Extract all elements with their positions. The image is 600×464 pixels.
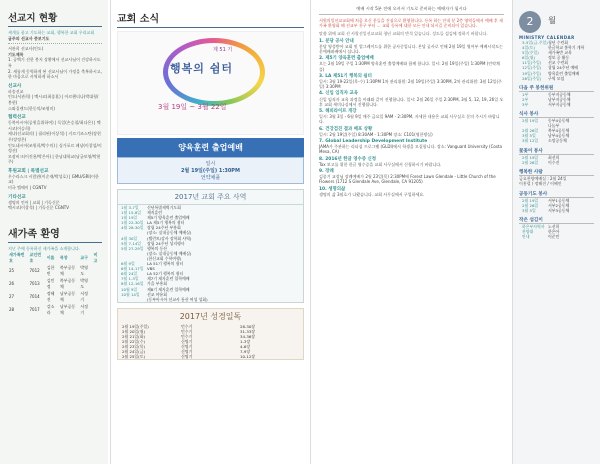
mission-item: 2. 새롭게 동역하게 된 선교사님이 가정을 축복하시고, 한 마음으로 사역하게 하소서 xyxy=(8,68,102,80)
bible-cell: 34-36장 xyxy=(240,333,256,339)
plan-row-text: LA 제5기 행복의 쉼터 xyxy=(147,220,185,226)
welcome-subtitle: 지난 주에 등록하신 새가족을 소개합니다. xyxy=(8,245,81,251)
month-heading xyxy=(519,10,594,33)
plan-row-date: 1월 19일 xyxy=(121,215,138,221)
announcement-item xyxy=(319,169,504,185)
bible-cell: 민수기 xyxy=(181,323,193,329)
plan-row-date: 6월 24일 xyxy=(121,271,138,277)
offering-row-text: 남부지공동체 xyxy=(548,96,571,102)
prayer-row-date: 3월 5일 xyxy=(522,208,536,214)
announcement-title: 1. 분당 공사 안내 xyxy=(319,38,354,44)
table-row xyxy=(8,277,102,290)
announcement-title: 3. LA 제51기 행복의 쉼터 xyxy=(319,73,372,79)
calendar-row-date: 12일(주일) xyxy=(522,65,542,71)
mission-title: 선교지 현황 xyxy=(8,10,102,27)
table-cell: 김한빈 xyxy=(46,264,55,276)
calendar-row-text: 창립 24주년 예배 xyxy=(548,65,578,71)
table-cell: 박영도 xyxy=(80,277,89,289)
plan-row-text: (탤런트/강사 장학회 사역) xyxy=(147,235,192,241)
table-cell: 7014 xyxy=(29,294,40,300)
plan-row-date: 6월 14-17일 xyxy=(121,266,144,272)
bible-cell: 1-3장 xyxy=(240,338,251,344)
announcement-title: 2. 제5기 양육훈련 출업예배 xyxy=(319,56,374,62)
month-number: 2 xyxy=(519,11,541,33)
table-cell xyxy=(92,290,102,303)
bible-cell: 2월 25일(토) xyxy=(122,353,145,359)
plan-row-text: (동부아시아 선교사 통산 여성 성회) xyxy=(147,296,208,302)
announcement-body: Tax 보고를 위한 한글 영수증을 교회 사무실에서 신청하시기 바랍니다. xyxy=(319,161,442,167)
staff-row-text: 노선희 xyxy=(548,224,560,230)
announcements-column xyxy=(310,0,510,464)
bible-row xyxy=(118,354,303,359)
mission-item: 1. 공백기 선한 봉지 상황에서 선교사님이 건강하시도록 xyxy=(8,57,101,68)
column-header: 새가족번호 xyxy=(9,251,25,263)
table-cell: 김민정 xyxy=(46,277,55,289)
meal-row-text: 북부4공동체 xyxy=(548,128,570,134)
prayer-row xyxy=(519,208,594,213)
table-cell: 북부공동체 xyxy=(59,277,76,289)
table-cell: 7012 xyxy=(29,268,40,274)
meal-row-text: 남부4공동체 xyxy=(548,133,570,139)
announcement-body: 생명의 삶 3월호가 나왔습니다. 교회 사무실에서 구입하세요. xyxy=(319,191,425,197)
plan-row-text: 제7기 제자훈련 입학예배 xyxy=(147,276,190,282)
offering-row-text: 동부지공동체 xyxy=(548,91,571,97)
yearly-plan-box xyxy=(117,189,304,303)
bible-cell: 7-9장 xyxy=(240,348,251,354)
announcement-item xyxy=(319,56,504,72)
offering-title: 다음 주 봉헌위원 xyxy=(519,85,594,92)
plan-row-date: 4월 30일 xyxy=(121,235,138,241)
worship-note: 예배 시작 5분 전에 오셔서 기도로 준비하는 예배자가 됩시다 xyxy=(319,6,504,15)
plan-row-text: (한신교회 수학여행) xyxy=(147,255,182,261)
bible-cell: 민수기 xyxy=(181,328,193,334)
announcement-body: 신입 임직자 교육 과정을 아래와 같이 진행합니다. 일시: 2월 26일 주일 2:30PM, 3월 5, 12, 19, 26일 오후 교회 세미나실에서 진행됩니다. xyxy=(319,96,504,107)
announcement-body: 오는 2월 19일 주일 1:30PM 양육훈련 출업예배와 함께 합니다. 일시: 2월 19일(주일) 1:30PM (언약채플) xyxy=(319,61,500,72)
table-cell: 7013 xyxy=(29,281,40,287)
announcement-item xyxy=(319,157,504,167)
calendar-row-date: 5일(주일) xyxy=(522,50,539,56)
flower-row-text: 이수진 xyxy=(548,159,560,165)
calendar-row-text: 한글학교 봄학기 개학 xyxy=(548,45,585,51)
divider xyxy=(8,43,102,44)
bible-cell: 10-12장 xyxy=(240,353,256,359)
meal-row-date: 2월 26일 xyxy=(522,128,539,134)
new-family-table xyxy=(8,251,102,316)
calendar-row-date: 19일(주일) xyxy=(522,70,542,76)
graduation-banner: 양육훈련 출업예배 xyxy=(117,138,304,157)
graduation-place: 언약채플 xyxy=(200,175,221,181)
announcement-title: 5. 해피라이프 개강 xyxy=(319,109,357,115)
announcement-body: 일시: 3월 3일 - 6월 9일 매주 금요일 9AM - 2:30PM, 자세한 내용은 교회 사무실로 문의 주시기 바랍니다. xyxy=(319,114,500,125)
yearly-plan-list xyxy=(118,205,303,302)
plan-row-text: 가을 부흥회 xyxy=(147,281,168,287)
announcement-title: 9. 장례 xyxy=(319,169,334,175)
section-line: 스와질랜드(한동익/조영미) xyxy=(8,105,55,111)
plan-row-text: LA 51기 행복의 쉼터 xyxy=(147,261,184,267)
section-line: 파송선교 xyxy=(8,88,24,94)
section-line: 모잠비크(이진용/박은아) | 한남대학교(남궁보영/박현주) xyxy=(8,153,101,165)
table-cell: 25 xyxy=(9,268,15,274)
plan-row-text: 신년특별새벽기도회 xyxy=(147,205,181,210)
calendar-row-date: 26일(주일) xyxy=(522,75,542,81)
bible-cell: 2월 22일(수) xyxy=(122,338,145,344)
offering-row xyxy=(519,102,594,107)
plan-row-date xyxy=(121,297,147,302)
flower-row-date: 2월 19일 xyxy=(522,154,539,160)
table-header-row xyxy=(8,251,102,264)
staff-title: 작은 섬김이 xyxy=(519,217,594,224)
plan-row-date: 4월 28-30일 xyxy=(121,225,144,231)
staff-row-date: 찬양대 xyxy=(522,229,534,235)
plan-row-date: 10월 14일 xyxy=(121,291,140,297)
announcement-item xyxy=(319,187,504,197)
plan-row-text: 선교 야유회 xyxy=(147,291,168,297)
table-cell: 27 xyxy=(9,294,15,300)
bible-cell: 2월 19일(주일) xyxy=(122,323,149,329)
meal-row xyxy=(519,138,594,143)
plan-row-date: 5월 27-29일 xyxy=(121,245,144,251)
offering-row-date: 3부 xyxy=(522,101,529,107)
poster-date: 3월 19일 ~ 3월 22일 xyxy=(158,103,227,111)
plan-row-date: 1월 22-30일 xyxy=(121,220,144,226)
bible-cell: 2월 21일(화) xyxy=(122,333,145,339)
bible-cell: 2월 20일(월) xyxy=(122,328,145,334)
table-cell: 정혜진 xyxy=(46,290,55,302)
bible-cell: 신명기 xyxy=(181,348,193,354)
bible-reading-list xyxy=(118,324,303,359)
mission-item: 기도제목 xyxy=(8,51,24,57)
table-cell: 남부공동체 xyxy=(59,303,76,315)
calendar-row-date: 3-5일(금-주일) xyxy=(522,40,548,45)
plan-row-date: 10월 9일 xyxy=(121,286,138,292)
mission-item: 서관희 선교사(인도) xyxy=(8,46,44,52)
calendar-row-date: 6일(월) xyxy=(522,55,536,61)
table-cell: 28 xyxy=(9,307,15,313)
section-label: 기타선교 xyxy=(8,194,26,200)
table-cell: 북부공동체 xyxy=(59,264,76,276)
prayer-row-date: 2월 26일 xyxy=(522,202,539,208)
plan-row-text: 장립 24주년 성지행사 xyxy=(147,240,185,246)
offering-row-date: 1부 xyxy=(522,91,529,97)
bible-cell: 28-30장 xyxy=(240,323,256,329)
flower-row-text: 최선희 xyxy=(548,154,560,160)
bible-cell: 신명기 xyxy=(181,353,193,359)
offering-row-date: 2부 xyxy=(522,96,529,102)
bible-cell: 2월 24일(금) xyxy=(122,348,145,354)
meal-row-date: 2월 19일 xyxy=(522,118,539,124)
table-row xyxy=(8,264,102,277)
staff-row-date: 안내 xyxy=(522,234,530,240)
section-line: 동북아시아(공원을위하여) | 독일(손승철/최다은) | 멕시코(이승희) xyxy=(8,120,101,131)
table-row xyxy=(8,303,102,316)
meal-row-text: 나눔부 xyxy=(548,123,560,129)
table-cell xyxy=(92,264,102,277)
calendar-list xyxy=(519,40,594,81)
column-header: 목장 xyxy=(59,254,68,260)
announcement-title: 10. 생명의삶 xyxy=(319,186,346,192)
staff-row-text: 한은아 xyxy=(548,229,560,235)
bible-reading-box xyxy=(117,308,304,360)
table-cell: 남부공동체 xyxy=(59,290,76,302)
table-row xyxy=(8,290,102,303)
bible-reading-title: 2017년 성경일독 xyxy=(179,311,242,321)
announcement-body: JAMA가 주관하는 리더십 프로그램 (GLDI)에서 학생을 모집합니다. 장소: Vanguard University (Costa Mesa, CA) xyxy=(319,144,502,155)
calendar-column xyxy=(512,0,600,464)
bible-cell: 4-6장 xyxy=(240,343,251,349)
announcement-list xyxy=(319,39,504,197)
announcement-item xyxy=(319,139,504,155)
flower-title: 꽃꽂이 봉사 xyxy=(519,148,594,155)
mission-column xyxy=(0,0,108,464)
staff-row-date: 하은부사역자 xyxy=(522,224,545,230)
flower-list xyxy=(519,155,594,165)
staff-list xyxy=(519,224,594,239)
calendar-row-text: 선교 수련회 xyxy=(548,60,569,66)
prayer-row-date: 2월 19일 xyxy=(522,197,539,203)
meal-list xyxy=(519,118,594,143)
event-poster xyxy=(117,31,304,135)
offering-row-text: 서부지공동체 xyxy=(548,101,571,107)
calendar-row xyxy=(519,76,594,81)
flower-row xyxy=(519,160,594,165)
plan-row-date: 5월 7-14일 xyxy=(121,240,142,246)
section-label: 선교사 xyxy=(8,83,22,89)
mission-subtitle: 세계를 품고 기도하는 교회, 행복한 교회 우리교회 xyxy=(8,30,95,35)
calendar-row-text: 정보 공 활동 xyxy=(548,55,570,61)
section-line: 케냐(선교회의) | 필리핀(이상석) | 키르기즈스탄(장현우/장정은) xyxy=(8,131,101,142)
calendar-row-text: 청년 수련회 xyxy=(548,40,569,45)
calendar-row-text: 새가족반 교육 xyxy=(548,50,572,56)
column-header: 비고 xyxy=(93,251,98,263)
announcement-title: 6. 건강검진 결과 배포 상황 xyxy=(319,126,373,132)
meal-title: 식사 봉사 xyxy=(519,111,594,118)
plan-row-text: 행복의 동산 xyxy=(147,245,168,251)
calendar-row-text: 양육훈련 출업예배 xyxy=(548,70,580,76)
bible-cell: 2월 23일(목) xyxy=(122,343,145,349)
section-line: 인도(서관희) | 멕시코(최종훈) | 아르헨티나(박대형/봉현) xyxy=(8,94,99,105)
plan-row-text: 제5기 양육훈련 출업예배 xyxy=(147,215,190,221)
plan-row-date: 7월 1-3일 xyxy=(121,276,139,282)
welcome-title: 새가족 환영 xyxy=(8,225,102,243)
plan-row-text: VBS xyxy=(147,266,155,272)
flower-row-date: 2월 26일 xyxy=(522,159,539,165)
graduation-label: 일시 xyxy=(205,161,216,167)
section-line: 멕시코(이창석) | 기독신문 CGNTV xyxy=(8,205,69,211)
happy-people-line: 이홍렬 / 정해진 / 이혜인 xyxy=(519,181,562,187)
plan-row-date: 1월 3-7일 xyxy=(121,205,139,210)
bible-cell: 신명기 xyxy=(181,343,193,349)
section-line: 우수라스크 시람관(이순재/박성호) | GMU/GRI(이한교) xyxy=(8,173,99,185)
announcement-item xyxy=(319,127,504,137)
offering-list xyxy=(519,92,594,107)
plan-row-text: (장소: 실내공동체 예배실) xyxy=(147,250,192,256)
announcement-title: 8. 2016년 한글 영수증 신청 xyxy=(319,156,376,162)
mission-prayer-title: 금주의 선교사 중보기도 xyxy=(8,35,50,41)
plan-row-text: 제8기 제자훈련 입학예배 xyxy=(147,286,190,292)
plan-row-text: 제직훈련 xyxy=(147,210,163,216)
announcement-body: 분당 영성받아 교회 및 업그레이드를 위한 공사중입니다. 본당 공사로 인해 2월 19일 영어부 예배시작도는 운예배좌배에서 십니다. xyxy=(319,43,503,55)
table-cell xyxy=(92,303,102,316)
column-header: 이름 xyxy=(46,254,55,260)
section-line: 미국 엘에이 | CGNTV xyxy=(8,185,47,191)
prayer-row-text: 서부2공동체 xyxy=(548,202,570,208)
plan-row xyxy=(118,297,303,302)
plan-row-date: 6월 9일 xyxy=(121,261,135,267)
table-cell: 서정기 xyxy=(80,290,89,302)
announcement-title: 7. Global Leadership Development Institute xyxy=(319,139,428,145)
section-label: 후원교회 | 특별선교 xyxy=(8,168,49,174)
table-cell: 강소라 xyxy=(46,303,55,315)
table-cell: 박영도 xyxy=(80,264,89,276)
column-header: 교인번호 xyxy=(29,251,42,263)
happy-people-title: 행복한 사람 xyxy=(519,169,594,176)
meal-row-text: 소망공동체 xyxy=(548,138,567,144)
prayer-row-text: 서부3공동체 xyxy=(548,208,570,214)
news-title: 교회 소식 xyxy=(117,10,304,28)
news-column xyxy=(110,0,308,464)
poster-title: 행복의 쉼터 xyxy=(170,62,233,75)
table-cell xyxy=(92,277,102,290)
announcement-title: 4. 신입 임직자 교육 xyxy=(319,91,358,97)
bible-cell: 신명기 xyxy=(181,338,193,344)
month-label: 월 xyxy=(548,16,556,25)
yearly-plan-title: 2017년 교회 주요 사역 xyxy=(118,190,303,205)
plan-row-text: 장립 24주년 부흥회 xyxy=(147,225,181,231)
meal-row-date: 3월 5일 xyxy=(522,133,536,139)
section-line: 생명의 언어 | 교회 | 기독신문 xyxy=(8,199,60,205)
welcome-notice: 서원의일선교교회에 처음 오신 분들을 진심으로 환영합니다. 등록 하는 안내 분 2층 영역들에서 예배 후 새가족 환영회 해 선교부 친구 부터 ... 교회 등록에 대한 모든 안내 되시길 준비되어 있습니다. xyxy=(319,18,503,29)
graduation-time: 2월 19일(주일) 1:30PM xyxy=(181,168,240,174)
graduation-details xyxy=(117,157,304,184)
plan-row-date: 8월 12-16일 xyxy=(121,281,144,287)
announcement-item xyxy=(319,74,504,90)
section-label: 협력선교 xyxy=(8,115,26,121)
happy-people-line: 금요찬양예배실 : 2월 24일 xyxy=(519,175,567,181)
calendar-row-date: 4일(토) xyxy=(522,45,536,51)
plan-row-text: (장소: 실내공동체 예배실) xyxy=(147,230,192,236)
staff-row-text: 이준민 xyxy=(548,234,560,240)
church-notice: 말씀 위에 교회 선 사랑선일선교교회 청년 교회의 반석 있습니다. 성도들 섬김에 정하기 바랍니다. xyxy=(319,31,488,37)
bible-cell: 민수기 xyxy=(181,333,193,339)
table-cell: 서정기 xyxy=(80,303,89,315)
section-line: 인도네시아(조원희/박수미) | 싱가포르 페낭(이창섭/이정선) xyxy=(8,142,102,154)
announcement-body: 일시: 3월 19-22일(목-수) 1:30PM 1차 관리위원: 2월 19일(주일) 3:30PM, 2차 관리위원: 3월 12일(주일) 3:30PM xyxy=(319,79,502,90)
bible-cell: 31-33장 xyxy=(240,328,256,334)
announcement-body: 김종기 교장님 장례예배가 2월 23일(목) 2:30PM에 Forest Lawn Glendale - Little Church of the Flowers (1712 S Glendale Ave, Glendale, CA 91205) xyxy=(319,174,496,185)
prayer-title: 공동기도 봉사 xyxy=(519,191,594,198)
announcement-item xyxy=(319,109,504,125)
calendar-title: MINISTRY CALENDAR xyxy=(519,35,575,40)
prayer-row-text: 서부1공동체 xyxy=(548,197,570,203)
poster-number: 제 51 기 xyxy=(213,47,233,53)
staff-row xyxy=(519,234,594,239)
plan-row-text: LA 52기 행복의 쉼터 xyxy=(147,271,184,277)
plan-row-date: 1월 15-8일 xyxy=(121,210,142,216)
announcement-body: 일시: 2월 19일(주일) 8:30AM - 1:30PM 장소: C101(영한방실) xyxy=(319,131,433,137)
meal-row-date: 3월 12일 xyxy=(522,138,539,144)
table-cell: 7017 xyxy=(29,307,40,313)
column-header: 교구 xyxy=(80,254,89,260)
calendar-row-date: 11일(주일) xyxy=(522,60,542,66)
meal-row-text: 동부4공동체 xyxy=(548,118,570,124)
table-cell: 26 xyxy=(9,281,15,287)
calendar-row-text: 구역 모임 xyxy=(548,75,565,81)
prayer-list xyxy=(519,198,594,213)
announcement-item xyxy=(319,91,504,107)
announcement-item xyxy=(319,39,504,55)
